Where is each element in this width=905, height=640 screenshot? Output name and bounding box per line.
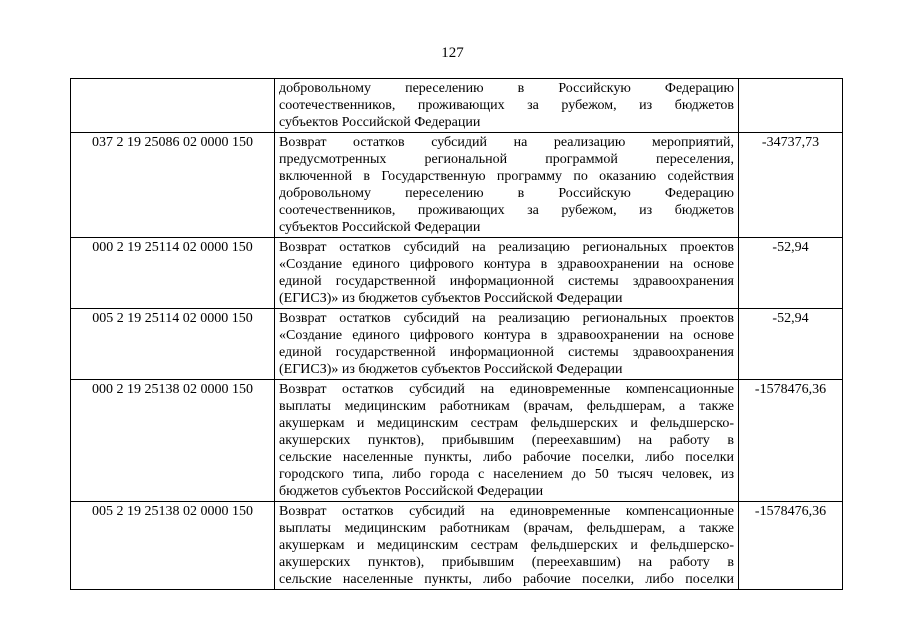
description-line: «Создание единого цифрового контура в здравоохранении на основе [279, 257, 734, 272]
table-row [71, 309, 843, 380]
description-line: акушеркам и медицинским сестрам фельдшерских и фельдшерско- [279, 538, 734, 553]
description-line: сельские населенные пункты, либо рабочие поселки, либо поселки [279, 450, 734, 465]
description-line: акушерских пунктов), прибывшим (переехавшим) на работу в [279, 555, 734, 570]
budget-code-cell: 000 2 19 25138 02 0000 150 [71, 380, 275, 502]
amount-cell: -1578476,36 [739, 380, 843, 502]
description-line: добровольному переселению в Российскую Федерацию [279, 81, 734, 96]
table-body [71, 79, 843, 590]
table-row [71, 502, 843, 590]
description-line: субъектов Российской Федерации [279, 220, 481, 235]
amount-cell [739, 79, 843, 133]
description-line: (ЕГИСЗ)» из бюджетов субъектов Российской Федерации [279, 291, 623, 306]
description-line: выплаты медицинским работникам (врачам, фельдшерам, а также [279, 521, 734, 536]
description-line: акушеркам и медицинским сестрам фельдшерских и фельдшерско- [279, 416, 734, 431]
description-line: Возврат остатков субсидий на реализацию региональных проектов [279, 240, 734, 255]
budget-code-cell: 037 2 19 25086 02 0000 150 [71, 133, 275, 238]
description-cell [275, 133, 739, 238]
description-line: бюджетов субъектов Российской Федерации [279, 484, 544, 499]
amount-cell: -1578476,36 [739, 502, 843, 590]
budget-code-cell: 000 2 19 25114 02 0000 150 [71, 238, 275, 309]
table-row [71, 238, 843, 309]
description-cell [275, 79, 739, 133]
description-line: выплаты медицинским работникам (врачам, фельдшерам, а также [279, 399, 734, 414]
description-line: включенной в Государственную программу по оказанию содействия [279, 169, 734, 184]
budget-revenue-table [70, 78, 843, 590]
table-row [71, 133, 843, 238]
description-line: городского типа, либо города с населением до 50 тысяч человек, из [279, 467, 734, 482]
description-line: (ЕГИСЗ)» из бюджетов субъектов Российской Федерации [279, 362, 623, 377]
description-line: Возврат остатков субсидий на единовременные компенсационные [279, 504, 734, 519]
description-line: Возврат остатков субсидий на единовременные компенсационные [279, 382, 734, 397]
description-line: Возврат остатков субсидий на реализацию региональных проектов [279, 311, 734, 326]
description-cell [275, 238, 739, 309]
description-line: сельские населенные пункты, либо рабочие поселки, либо поселки [279, 572, 734, 587]
budget-code-cell: 005 2 19 25138 02 0000 150 [71, 502, 275, 590]
description-line: соотечественников, проживающих за рубежом, из бюджетов [279, 98, 734, 113]
description-line: единой государственной информационной системы здравоохранения [279, 345, 734, 360]
description-line: предусмотренных региональной программой переселения, [279, 152, 734, 167]
description-line: единой государственной информационной системы здравоохранения [279, 274, 734, 289]
description-line: акушерских пунктов), прибывшим (переехавшим) на работу в [279, 433, 734, 448]
amount-cell: -34737,73 [739, 133, 843, 238]
description-line: добровольному переселению в Российскую Федерацию [279, 186, 734, 201]
description-cell [275, 309, 739, 380]
budget-code-cell [71, 79, 275, 133]
table-row [71, 380, 843, 502]
description-line: «Создание единого цифрового контура в здравоохранении на основе [279, 328, 734, 343]
description-line: субъектов Российской Федерации [279, 115, 481, 130]
description-cell [275, 380, 739, 502]
description-line: соотечественников, проживающих за рубежом, из бюджетов [279, 203, 734, 218]
amount-cell: -52,94 [739, 238, 843, 309]
table-row [71, 79, 843, 133]
description-line: Возврат остатков субсидий на реализацию мероприятий, [279, 135, 734, 150]
description-cell [275, 502, 739, 590]
budget-code-cell: 005 2 19 25114 02 0000 150 [71, 309, 275, 380]
amount-cell: -52,94 [739, 309, 843, 380]
page-number: 127 [441, 45, 464, 61]
